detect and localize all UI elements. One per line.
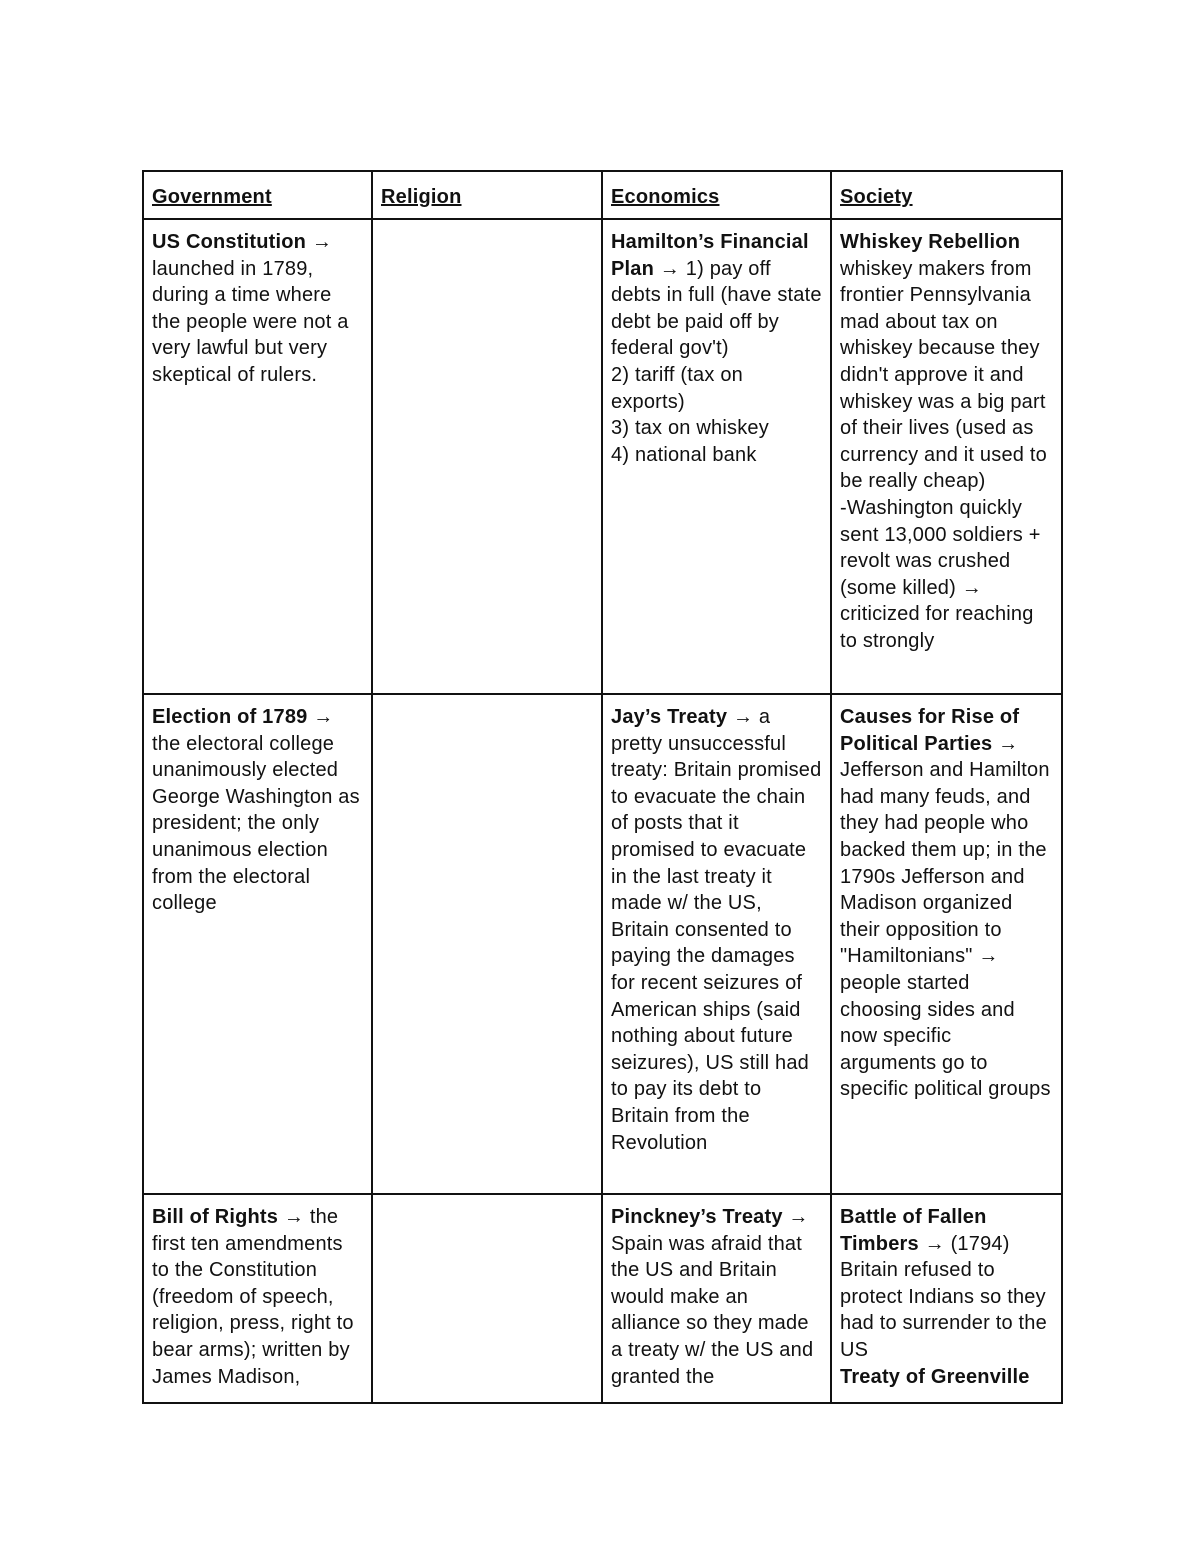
entry-text: a pretty unsuccessful treaty: Britain promised to evacuate the chain of posts that it promised to evacuate in the last treaty it made w/ the US, Britain consented to paying the damages for recent seizures of American ships (said nothing about future seizures), US still had to pay its debt to Britain from the Revolution — [611, 706, 822, 1154]
header-row — [143, 171, 1062, 219]
table-row — [143, 1194, 1062, 1403]
entry-title: Jay’s Treaty — [611, 706, 728, 728]
cell-religion — [372, 219, 602, 694]
cell-religion — [372, 1194, 602, 1403]
table-row — [143, 219, 1062, 694]
cell-government: Bill of Rights → the first ten amendments to the Constitution (freedom of speech, religion, press, right to bear arms); written by James Madison, — [143, 1194, 372, 1403]
entry-text: 1) pay off debts in full (have state debt be paid off by federal gov't) — [611, 257, 822, 360]
entry-text: the first ten amendments to the Constitution (freedom of speech, religion, press, right to bear arms); written by James Madison, — [152, 1206, 354, 1388]
entry-title: Whiskey Rebellion — [840, 231, 1021, 253]
table-row — [143, 694, 1062, 1194]
entry-title: Bill of Rights — [152, 1206, 279, 1228]
cell-religion — [372, 694, 602, 1194]
entry-title: Pinckney’s Treaty — [611, 1206, 783, 1228]
cell-society: Causes for Rise of Political Parties → Jefferson and Hamilton had many feuds, and they had people who backed them up; in the 1790s Jefferson and Madison organized their opposition to "Hamiltonians" → people started choosing sides and now specific arguments go to specific political groups — [831, 694, 1062, 1194]
entry-title: US Constitution — [152, 231, 307, 253]
entry-title: Battle of Fallen Timbers — [840, 1206, 987, 1255]
header-government: Government — [143, 171, 372, 219]
entry-text: 3) tax on whiskey — [611, 417, 769, 440]
cell-economics: Hamilton’s Financial Plan → 1) pay off debts in full (have state debt be paid off by federal gov't) 2) tariff (tax on exports) 3) tax on whiskey 4) national bank — [602, 219, 831, 694]
entry-text: -Washington quickly sent 13,000 soldiers + revolt was crushed (some killed) → criticized for reaching to strongly — [840, 496, 1041, 652]
entry-text: the electoral college unanimously elected George Washington as president; the only unanimous election from the electoral college — [152, 732, 360, 915]
entry-title: Causes for Rise of Political Parties — [840, 706, 1020, 755]
cell-society — [831, 219, 1062, 694]
cell-society: Battle of Fallen Timbers → (1794) Britain refused to protect Indians so they had to surrender to the US Treaty of Greenville — [831, 1194, 1062, 1403]
header-society: Society — [831, 171, 1062, 219]
entry-text: launched in 1789, during a time where the people were not a very lawful but very skeptical of rulers. — [152, 257, 349, 386]
cell-economics: Jay’s Treaty → a pretty unsuccessful treaty: Britain promised to evacuate the chain of posts that it promised to evacuate in the last treaty it made w/ the US, Britain consented to paying the damages for recent seizures of American ships (said nothing about future seizures), US still had to pay its debt to Britain from the Revolution — [602, 694, 831, 1194]
entry-text: 4) national bank — [611, 443, 757, 466]
entry-text: Jefferson and Hamilton had many feuds, and they had people who backed them up; in the 1790s Jefferson and Madison organized their opposition to "Hamiltonians" → people started choosing sides and now specific arguments go to specific political groups — [840, 759, 1051, 1101]
entry-text: whiskey makers from frontier Pennsylvania mad about tax on whiskey because they didn't approve it and whiskey was a big part of their lives (used as currency and it used to be really cheap) — [840, 257, 1047, 493]
header-economics: Economics — [602, 171, 831, 219]
entry-text: Spain was afraid that the US and Britain would make an alliance so they made a treaty w/ the US and granted the — [611, 1232, 814, 1388]
entry-title: Election of 1789 — [152, 706, 308, 728]
entry-title: Hamilton’s Financial Plan — [611, 231, 809, 280]
cell-government: US Constitution → launched in 1789, during a time where the people were not a very lawful but very skeptical of rulers. — [143, 219, 372, 694]
header-religion: Religion — [372, 171, 602, 219]
cell-economics: Pinckney’s Treaty → Spain was afraid that the US and Britain would make an alliance so they made a treaty w/ the US and granted the — [602, 1194, 831, 1403]
entry-text: (1794) Britain refused to protect Indians so they had to surrender to the US — [840, 1232, 1047, 1361]
notes-table — [142, 170, 1063, 1404]
entry-text: 2) tariff (tax on exports) — [611, 363, 743, 413]
entry-title: Treaty of Greenville — [840, 1365, 1030, 1388]
cell-government: Election of 1789 → the electoral college unanimously elected George Washington as president; the only unanimous election from the electoral college — [143, 694, 372, 1194]
